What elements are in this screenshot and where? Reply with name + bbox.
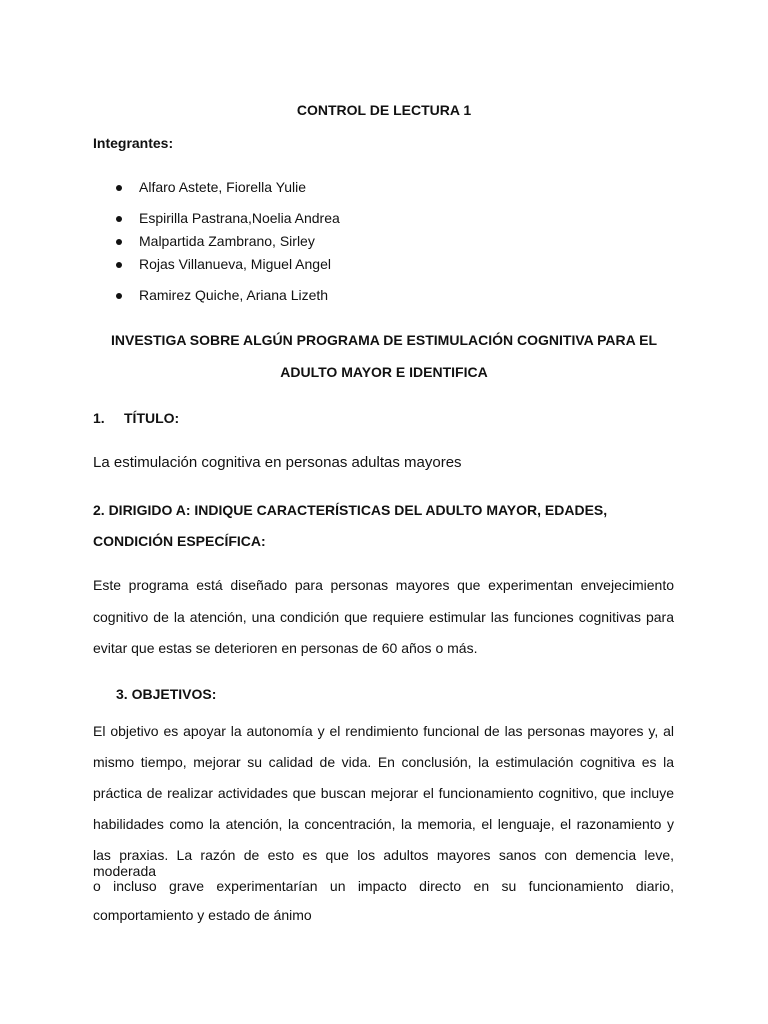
bullet-icon [116,216,122,222]
section3-paragraph-line: práctica de realizar actividades que buscan mejorar el funcionamiento cognitivo, que incluye [93,785,674,801]
section2-paragraph-line: cognitivo de la atención, una condición que requiere estimular las funciones cognitivas para [93,609,674,625]
member-name: Malpartida Zambrano, Sirley [139,233,315,249]
bullet-icon [116,293,122,299]
section3-paragraph-line: mismo tiempo, mejorar su calidad de vida. En conclusión, la estimulación cognitiva es la [93,754,674,770]
section3-paragraph-line: comportamiento y estado de ánimo [93,907,312,923]
assignment-heading-line2: ADULTO MAYOR E IDENTIFICA [280,364,488,380]
section2-heading-line2: CONDICIÓN ESPECÍFICA: [93,533,266,549]
members-heading: Integrantes: [93,135,174,151]
section1-number: 1. [93,410,105,426]
member-name: Alfaro Astete, Fiorella Yulie [139,179,307,195]
member-name: Espirilla Pastrana,Noelia Andrea [139,210,340,226]
bullet-icon [116,262,122,268]
member-name: Ramirez Quiche, Ariana Lizeth [139,287,329,303]
section2-paragraph-line: Este programa está diseñado para personas mayores que experimentan envejecimiento [93,577,674,593]
member-name: Rojas Villanueva, Miguel Angel [139,256,331,272]
section3-paragraph-line: El objetivo es apoyar la autonomía y el rendimiento funcional de las personas mayores y, al [93,723,674,739]
section3-paragraph-line: las praxias. La razón de esto es que los adultos mayores sanos con demencia leve, moderada [93,847,674,879]
section2-paragraph-line: evitar que estas se deterioren en personas de 60 años o más. [93,640,478,656]
section3-paragraph-line: o incluso grave experimentarían un impacto directo en su funcionamiento diario, [93,878,674,894]
bullet-icon [116,239,122,245]
bullet-icon [116,185,122,191]
document-title: CONTROL DE LECTURA 1 [296,102,472,118]
section1-heading: TÍTULO: [124,410,180,426]
section2-heading-line1: 2. DIRIGIDO A: INDIQUE CARACTERÍSTICAS DEL ADULTO MAYOR, EDADES, [93,502,608,518]
section3-heading: 3. OBJETIVOS: [116,686,217,702]
section3-paragraph-line: habilidades como la atención, la concentración, la memoria, el lenguaje, el razonamiento y [93,816,674,832]
assignment-heading-line1: INVESTIGA SOBRE ALGÚN PROGRAMA DE ESTIMULACIÓN COGNITIVA PARA EL [110,332,657,348]
section1-text: La estimulación cognitiva en personas adultas mayores [93,454,462,471]
